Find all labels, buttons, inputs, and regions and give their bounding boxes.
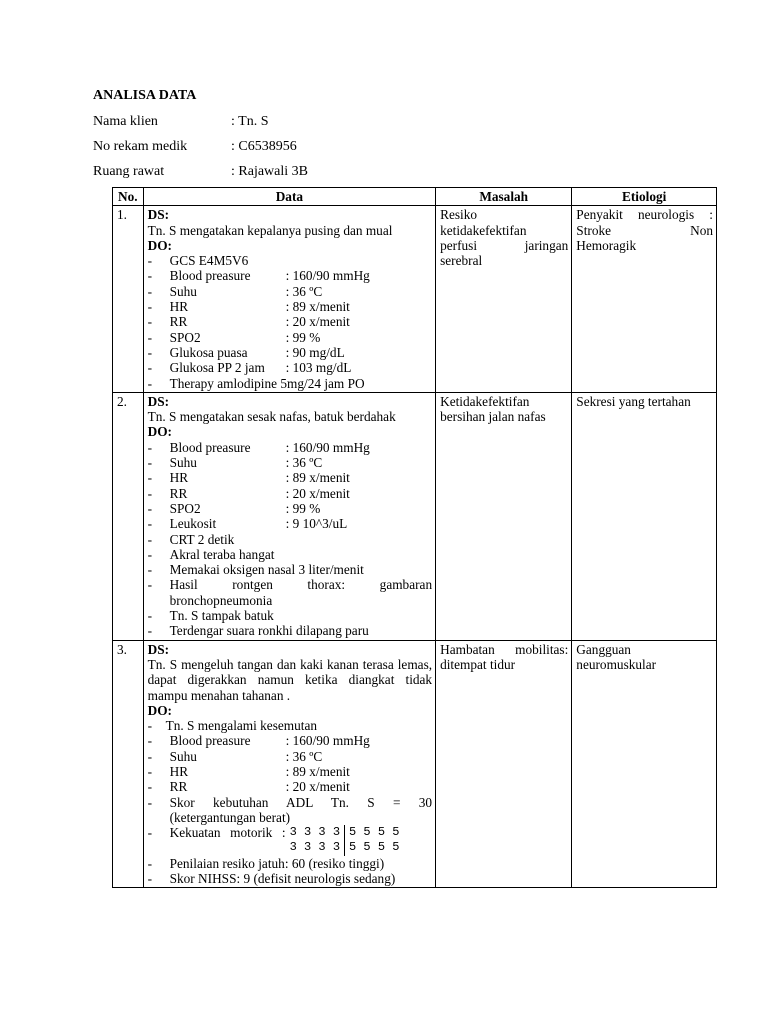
bullet-dash: - xyxy=(147,718,153,734)
etiologi-cell xyxy=(572,640,717,888)
vital-value: : 20 x/menit xyxy=(285,314,350,330)
do-item xyxy=(148,268,432,283)
do-item xyxy=(148,376,432,391)
bullet-dash: - xyxy=(147,253,153,269)
vital-label: Blood preasure xyxy=(169,733,251,749)
masalah-cell xyxy=(436,640,572,888)
vital-label: SPO2 xyxy=(169,500,201,516)
row-number: 3. xyxy=(113,640,144,888)
item-text: Hasil rontgen thorax: gambaran xyxy=(169,577,433,593)
masalah-line: ditempat tidur xyxy=(440,656,516,672)
item-text: Skor kebutuhan ADL Tn. S = 30 xyxy=(169,794,433,810)
vital-label: Blood preasure xyxy=(169,268,251,284)
bullet-dash: - xyxy=(147,794,153,810)
info-row-ruang-rawat xyxy=(93,164,308,179)
item-text: Tn. S mengalami kesemutan xyxy=(165,718,318,734)
vital-value: : 99 % xyxy=(285,329,321,345)
data-cell xyxy=(143,392,435,640)
vital-value: : 160/90 mmHg xyxy=(285,439,370,455)
vital-value: : 36 ºC xyxy=(285,455,323,471)
do-item xyxy=(148,299,432,314)
vital-label: Blood preasure xyxy=(169,439,251,455)
bullet-dash: - xyxy=(147,623,153,639)
do-item xyxy=(148,284,432,299)
header-data: Data xyxy=(143,188,435,206)
vital-value: : 9 10^3/uL xyxy=(285,516,348,532)
etiologi-cell xyxy=(572,206,717,393)
bullet-dash: - xyxy=(147,748,153,764)
bullet-dash: - xyxy=(147,283,153,299)
motor-score-left: 3 3 3 3 xyxy=(290,840,345,855)
do-item xyxy=(148,795,432,826)
masalah-line: Resiko xyxy=(440,207,478,223)
vital-value: : 89 x/menit xyxy=(285,299,350,315)
bullet-dash: - xyxy=(147,485,153,501)
info-label: Ruang rawat xyxy=(93,164,165,179)
bullet-dash: - xyxy=(147,516,153,532)
do-item xyxy=(148,345,432,360)
do-item xyxy=(148,779,432,794)
table-row xyxy=(113,640,717,888)
do-label: DO: xyxy=(147,424,172,440)
etiologi-line: Stroke Non xyxy=(576,222,713,238)
motor-score-right: 5 5 5 5 xyxy=(349,825,400,840)
do-item xyxy=(148,733,432,748)
bullet-dash: - xyxy=(147,344,153,360)
bullet-dash: - xyxy=(147,268,153,284)
ds-label: DS: xyxy=(147,207,170,223)
row-number: 1. xyxy=(113,206,144,393)
info-row-nama-klien xyxy=(93,114,268,129)
ds-text: Tn. S mengeluh tangan dan kaki kanan terasa lemas, dapat digerakkan namun ketika diangkat tidak mampu menahan tahanan . xyxy=(147,656,433,703)
do-item xyxy=(148,501,432,516)
motor-strength-grid xyxy=(290,825,400,856)
bullet-dash: - xyxy=(147,299,153,315)
header-masalah: Masalah xyxy=(436,188,572,206)
vital-value: : 20 x/menit xyxy=(285,779,350,795)
vital-label: HR xyxy=(169,299,189,315)
vital-label: RR xyxy=(169,314,188,330)
page-title: ANALISA DATA xyxy=(93,88,197,103)
bullet-dash: - xyxy=(147,531,153,547)
do-item xyxy=(148,470,432,485)
do-item xyxy=(148,562,432,577)
etiologi-line: Hemoragik xyxy=(576,237,637,253)
item-text: Terdengar suara ronkhi dilapang paru xyxy=(169,623,369,639)
do-item xyxy=(148,577,432,608)
do-item xyxy=(148,623,432,638)
header-etiologi: Etiologi xyxy=(572,188,717,206)
vital-label: RR xyxy=(169,485,188,501)
masalah-line: bersihan jalan nafas xyxy=(440,409,546,425)
do-item xyxy=(148,608,432,623)
masalah-line: ketidakefektifan xyxy=(440,222,527,238)
motor-score-left: 3 3 3 3 xyxy=(290,825,345,840)
bullet-dash: - xyxy=(147,329,153,345)
item-text: GCS E4M5V6 xyxy=(169,253,249,269)
bullet-dash: - xyxy=(147,546,153,562)
info-value: : Rajawali 3B xyxy=(231,164,308,179)
header-no: No. xyxy=(113,188,144,206)
vital-label: Glukosa PP 2 jam xyxy=(169,360,265,376)
bullet-dash: - xyxy=(147,763,153,779)
info-row-no-rekam-medik xyxy=(93,139,297,154)
vital-value: : 160/90 mmHg xyxy=(285,268,370,284)
item-text-continuation: bronchopneumonia xyxy=(169,592,273,608)
do-item xyxy=(148,749,432,764)
analysis-table xyxy=(112,187,717,888)
vital-value: : 103 mg/dL xyxy=(285,360,352,376)
do-item xyxy=(148,825,432,856)
bullet-dash: - xyxy=(147,562,153,578)
vital-label: Suhu xyxy=(169,455,197,471)
table-header-row xyxy=(113,188,717,206)
bullet-dash: - xyxy=(147,314,153,330)
bullet-dash: - xyxy=(147,470,153,486)
vital-value: : 36 ºC xyxy=(285,748,323,764)
masalah-line: Ketidakefektifan xyxy=(440,393,530,409)
do-item xyxy=(148,718,432,733)
vital-label: HR xyxy=(169,763,189,779)
etiologi-line: neuromuskular xyxy=(576,656,657,672)
do-item xyxy=(148,486,432,501)
masalah-line: Hambatan mobilitas: xyxy=(440,641,569,657)
motorik-label: Kekuatan motorik : xyxy=(169,825,286,841)
motor-score-right: 5 5 5 5 xyxy=(349,840,400,855)
bullet-dash: - xyxy=(147,439,153,455)
ds-label: DS: xyxy=(147,641,170,657)
etiologi-line: Gangguan xyxy=(576,641,631,657)
item-text: Tn. S tampak batuk xyxy=(169,608,274,624)
ds-text: Tn. S mengatakan kepalanya pusing dan mual xyxy=(147,222,393,238)
do-item xyxy=(148,516,432,531)
do-label: DO: xyxy=(147,702,172,718)
item-text: Therapy amlodipine 5mg/24 jam PO xyxy=(169,375,365,391)
bullet-dash: - xyxy=(147,375,153,391)
vital-value: : 20 x/menit xyxy=(285,485,350,501)
ds-text: Tn. S mengatakan sesak nafas, batuk berdahak xyxy=(147,409,396,425)
masalah-line: perfusi jaringan xyxy=(440,237,569,253)
do-item xyxy=(148,532,432,547)
table-row xyxy=(113,206,717,393)
do-item xyxy=(148,856,432,871)
data-cell xyxy=(143,640,435,888)
bullet-dash: - xyxy=(147,360,153,376)
info-label: No rekam medik xyxy=(93,139,188,154)
item-text-continuation: (ketergantungan berat) xyxy=(169,809,291,825)
do-item xyxy=(148,314,432,329)
vital-label: Suhu xyxy=(169,748,197,764)
bullet-dash: - xyxy=(147,577,153,593)
vital-label: Suhu xyxy=(169,283,197,299)
vital-value: : 89 x/menit xyxy=(285,763,350,779)
etiologi-line: Sekresi yang tertahan xyxy=(576,393,691,409)
item-text: CRT 2 detik xyxy=(169,531,235,547)
do-label: DO: xyxy=(147,237,172,253)
do-item xyxy=(148,253,432,268)
bullet-dash: - xyxy=(147,871,153,887)
ds-label: DS: xyxy=(147,393,170,409)
vital-value: : 36 ºC xyxy=(285,283,323,299)
bullet-dash: - xyxy=(147,855,153,871)
vital-label: Leukosit xyxy=(169,516,217,532)
bullet-dash: - xyxy=(147,825,153,841)
vital-label: SPO2 xyxy=(169,329,201,345)
do-item xyxy=(148,764,432,779)
item-text: Skor NIHSS: 9 (defisit neurologis sedang) xyxy=(169,871,396,887)
vital-value: : 99 % xyxy=(285,500,321,516)
vital-value: : 90 mg/dL xyxy=(285,344,345,360)
do-item xyxy=(148,455,432,470)
info-label: Nama klien xyxy=(93,114,158,129)
bullet-dash: - xyxy=(147,455,153,471)
item-text: Memakai oksigen nasal 3 liter/menit xyxy=(169,562,364,578)
table-row xyxy=(113,392,717,640)
bullet-dash: - xyxy=(147,500,153,516)
do-item xyxy=(148,360,432,375)
vital-label: HR xyxy=(169,470,189,486)
etiologi-line: Penyakit neurologis : xyxy=(576,207,713,223)
masalah-cell xyxy=(436,392,572,640)
masalah-line: serebral xyxy=(440,253,483,269)
vital-label: Glukosa puasa xyxy=(169,344,248,360)
bullet-dash: - xyxy=(147,779,153,795)
do-item xyxy=(148,871,432,886)
masalah-cell xyxy=(436,206,572,393)
data-cell xyxy=(143,206,435,393)
do-item xyxy=(148,440,432,455)
row-number: 2. xyxy=(113,392,144,640)
info-value: : Tn. S xyxy=(231,114,269,129)
vital-value: : 89 x/menit xyxy=(285,470,350,486)
info-value: : C6538956 xyxy=(231,139,297,154)
item-text: Penilaian resiko jatuh: 60 (resiko tinggi) xyxy=(169,855,385,871)
bullet-dash: - xyxy=(147,733,153,749)
do-item xyxy=(148,547,432,562)
do-item xyxy=(148,330,432,345)
item-text: Akral teraba hangat xyxy=(169,546,275,562)
vital-label: RR xyxy=(169,779,188,795)
bullet-dash: - xyxy=(147,608,153,624)
etiologi-cell xyxy=(572,392,717,640)
vital-value: : 160/90 mmHg xyxy=(285,733,370,749)
